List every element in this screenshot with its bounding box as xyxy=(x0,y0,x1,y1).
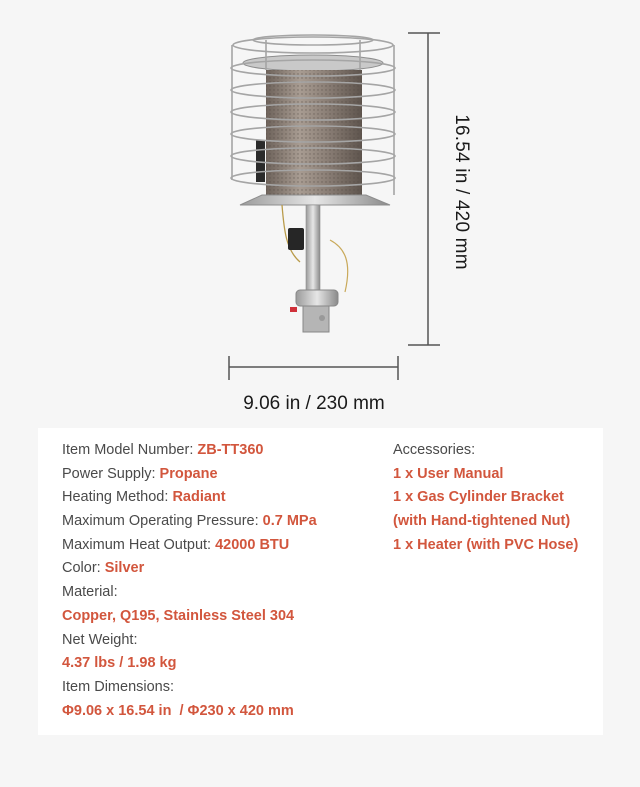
spec-row-material-value xyxy=(62,605,317,629)
spec-label: Material: xyxy=(62,584,118,601)
width-dimension-label: 9.06 in / 230 mm xyxy=(243,393,385,414)
spec-value: Φ9.06 x 16.54 in / Φ230 x 420 mm xyxy=(62,702,294,719)
accessories-heading: Accessories: xyxy=(393,442,476,458)
spec-value: Copper, Q195, Stainless Steel 304 xyxy=(62,607,295,624)
spec-value: ZB-TT360 xyxy=(197,442,264,458)
spec-row-dimensions-value xyxy=(62,700,317,724)
spec-row-model xyxy=(62,439,317,463)
height-dimension-label: 16.54 in / 420 mm xyxy=(451,114,472,270)
spec-label: Net Weight: xyxy=(62,631,138,648)
accessory-item: 1 x Heater (with PVC Hose) xyxy=(393,536,579,553)
spec-row-heat-output xyxy=(62,534,317,558)
spec-value: Silver xyxy=(104,560,145,577)
spec-label: Maximum Operating Pressure: xyxy=(62,513,259,530)
accessories-list xyxy=(393,439,578,557)
accessory-item: 1 x Gas Cylinder Bracket xyxy=(393,489,564,506)
spec-list xyxy=(62,439,317,723)
spec-label: Heating Method: xyxy=(62,489,169,506)
spec-value: Propane xyxy=(159,465,218,482)
spec-row-weight-value xyxy=(62,652,317,676)
spec-row-material-label xyxy=(62,581,317,605)
spec-value: 42000 BTU xyxy=(215,536,290,553)
spec-card xyxy=(38,428,603,735)
spec-row-color xyxy=(62,557,317,581)
spec-value: 4.37 lbs / 1.98 kg xyxy=(62,655,177,672)
spec-label: Item Dimensions: xyxy=(62,678,175,695)
spec-value: Radiant xyxy=(172,489,226,506)
spec-row-dimensions-label xyxy=(62,676,317,700)
spec-label: Item Model Number: xyxy=(62,442,194,458)
accessory-item: 1 x User Manual xyxy=(393,465,504,482)
accessory-item-note: (with Hand-tightened Nut) xyxy=(393,513,571,530)
spec-row-power-supply xyxy=(62,463,317,487)
spec-row-weight-label xyxy=(62,629,317,653)
spec-label: Color: xyxy=(62,560,101,577)
spec-value: 0.7 MPa xyxy=(262,513,317,530)
spec-row-pressure xyxy=(62,510,317,534)
spec-label: Power Supply: xyxy=(62,465,156,482)
spec-row-heating-method xyxy=(62,486,317,510)
spec-label: Maximum Heat Output: xyxy=(62,536,212,553)
